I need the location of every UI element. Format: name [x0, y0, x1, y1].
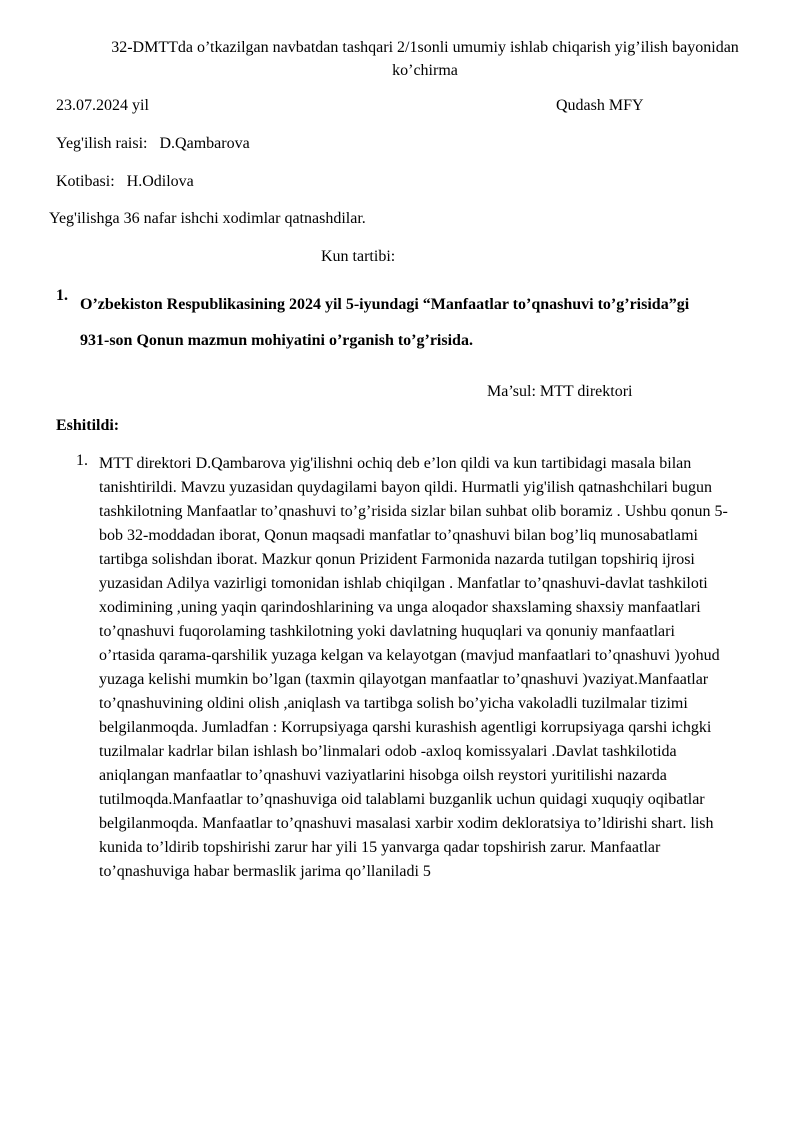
chair-label: Yeg'ilish raisi: — [56, 135, 148, 152]
chair-name: D.Qambarova — [159, 135, 250, 152]
agenda-heading: Kun tartibi: — [321, 248, 396, 265]
heard-heading: Eshitildi: — [56, 417, 120, 434]
responsible-line: Ma’sul: MTT direktori — [487, 383, 633, 400]
agenda-item-number: 1. — [56, 287, 68, 304]
agenda-item-text: O’zbekiston Respublikasining 2024 yil 5-iyundagi “Manfaatlar to’qnashuvi to’g’risida”gi 931-son Qonun mazmun mohiyatini o’rganish to’g’risida. — [80, 296, 690, 349]
meeting-location: Qudash MFY — [556, 97, 644, 114]
secretary-label: Kotibasi: — [56, 173, 115, 190]
meeting-date: 23.07.2024 yil — [56, 97, 149, 114]
heard-item-text: MTT direktori D.Qambarova yig'ilishni ochiq deb e’lon qildi va kun tartibidagi masala bilan tanishtirildi. Mavzu yuzasidan quydagilami bayon qildi. Hurmatli yig'ilish qatnashchilari bugun tashkilotning Manfaatlar to’qnashuvi to’g’risida sizlar bilan suhbat olib boramiz . Ushbu qonun 5-bob 32-moddadan iborat, Qonun maqsadi manfatlar to’qnashuvi bilan bog’liq munosabatlami tartibga solishdan iborat. Mazkur qonun Prizident Farmonida nazarda tutilgan topshiriq ijrosi yuzasidan Adilya vazirligi tomonidan ishlab chiqilgan . Manfatlar to’qnashuvi-davlat tashkiloti xodimining ,uning yaqin qarindoshlarining va unga aloqador shaxslaming shaxsiy manfaatlari to’qnashuvi fuqorolaming tashkilotning yoki davlatning huquqlari va qonuniy manfaatlari o’rtasida qarama-qarshilik yuzaga kelgan va kelayotgan (mavjud manfaatlari to’qnashuvi )yohud yuzaga kelishi mumkin bo’lgan (taxmin qilayotgan manfaatlar to’qnashuvi )vaziyat.Manfaatlar to’qnashuvining oldini olish ,aniqlash va tartibga solish bo’yicha vakoladli tuzilmalar tizimi belgilanmoqda. Jumladfan : Korrupsiyaga qarshi kurashish agentligi korrupsiyaga qarshi ichgki tuzilmalar kadrlar bilan ishlash bo’linmalari odob -axloq komissyalari .Davlat tashkilotida aniqlangan manfaatlar to’qnashuvi vaziyatlarini hisobga oilsh reystori yuritilishi nazarda tutilmoqda.Manfaatlar to’qnashuviga oid talablami buzganlik uchun quidagi xuquqiy oqibatlar belgilanmoqda. Manfaatlar to’qnashuvi masalasi xarbir xodim dekloratsiya to’ldirishi shart. lish kunida to’ldirib topshirishi zarur har yili 15 yanvarga qadar topshirish zarur. Manfaatlar to’qnashuviga habar bermaslik jarima qo’llaniladi 5 — [99, 455, 728, 880]
attendance-line: Yeg'ilishga 36 nafar ishchi xodimlar qatnashdilar. — [49, 210, 366, 227]
heard-item-number: 1. — [76, 452, 88, 469]
secretary-name: H.Odilova — [126, 173, 194, 190]
document-title: 32-DMTTda o’tkazilgan navbatdan tashqari 2/1sonli umumiy ishlab chiqarish yig’ilish bayonidan ko’chirma — [111, 39, 739, 79]
secretary-row — [56, 173, 194, 191]
chair-row — [56, 135, 250, 153]
